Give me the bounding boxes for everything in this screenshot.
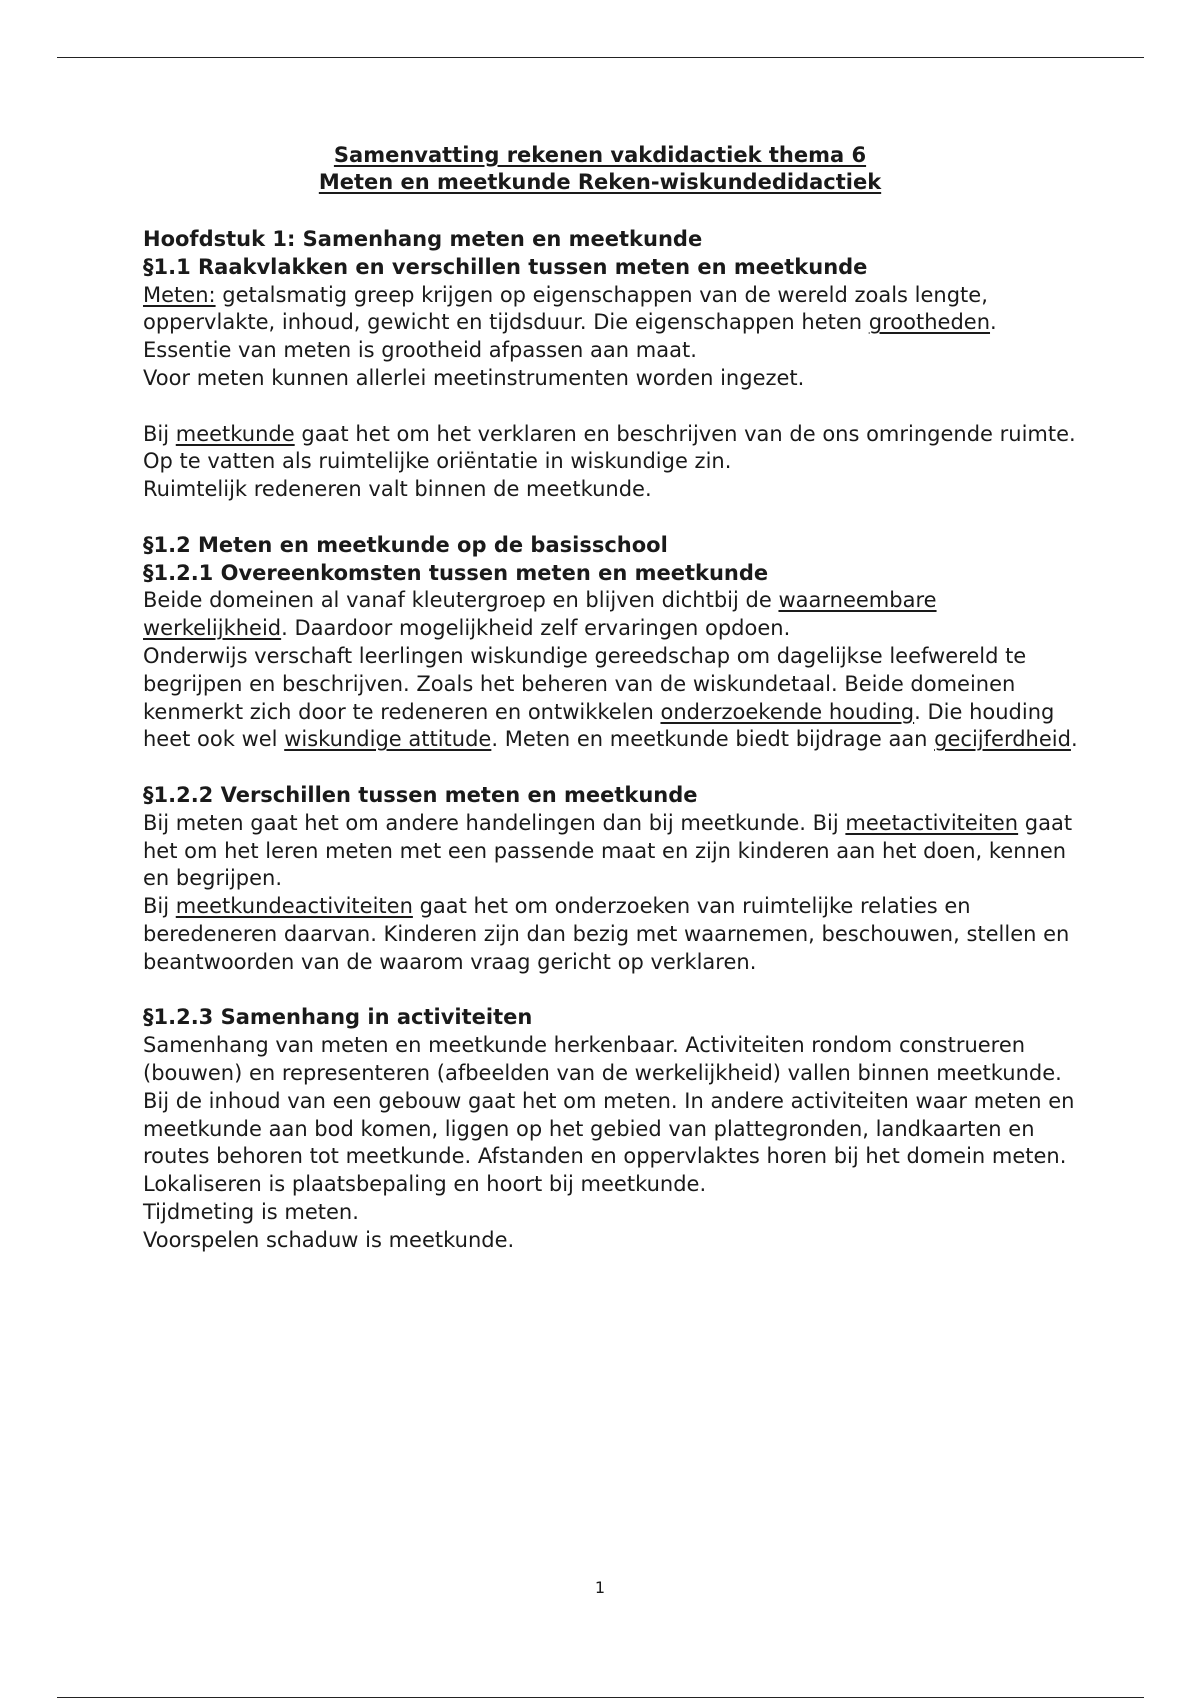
term-waarneembare-werkelijkheid: waarneembare werkelijkheid: [143, 588, 937, 641]
spacer: [143, 504, 1083, 532]
footer-rule: [57, 1697, 1144, 1698]
paragraph-verschillen-1: [143, 810, 1083, 893]
paragraph-line: Essentie van meten is grootheid afpassen aan maat.: [143, 338, 697, 363]
term-gecijferdheid: gecijferdheid: [934, 727, 1071, 752]
text: . Die houding heet ook wel: [143, 699, 1055, 752]
spacer: [143, 754, 1083, 782]
paragraph-line: Voorspelen schaduw is meetkunde.: [143, 1227, 515, 1252]
term-meten: Meten:: [143, 282, 216, 307]
paragraph-verschillen-2: [143, 893, 1083, 976]
text: Beide domeinen al vanaf kleutergroep en blijven dichtbij de: [143, 588, 779, 613]
title-line-1: Samenvatting rekenen vakdidactiek thema 6: [333, 143, 867, 167]
paragraph-meten-definition: [143, 282, 1083, 338]
page-number: 1: [594, 1578, 606, 1597]
text: . Meten en meetkunde biedt bijdrage aan: [491, 727, 935, 752]
spacer: [143, 977, 1083, 1005]
term-onderzoekende-houding: onderzoekende houding: [660, 699, 915, 724]
text: gaat het om onderzoeken van ruimtelijke relaties en beredeneren daarvan. Kinderen zijn dan bezig met waarnemen, beschouwen, stellen en beantwoorden van de waarom vraag gericht op verklaren.: [143, 894, 1070, 974]
paragraph-line: Voor meten kunnen allerlei meetinstrumenten worden ingezet.: [143, 365, 805, 390]
paragraph-line: Ruimtelijk redeneren valt binnen de meetkunde.: [143, 477, 652, 502]
paragraph-line: Tijdmeting is meten.: [143, 1199, 359, 1224]
paragraph-overeenkomsten-2: [143, 643, 1083, 754]
text: Bij: [143, 421, 176, 446]
section-heading-1-1: §1.1 Raakvlakken en verschillen tussen meten en meetkunde: [143, 254, 868, 279]
text: .: [1070, 727, 1078, 752]
document-title: [0, 142, 1200, 196]
section-heading-1-2-3: §1.2.3 Samenhang in activiteiten: [143, 1005, 533, 1030]
section-heading-1-2: §1.2 Meten en meetkunde op de basisschool: [143, 532, 668, 557]
paragraph-samenhang: Samenhang van meten en meetkunde herkenbaar. Activiteiten rondom construeren (bouwen) en representeren (afbeelden van de werkelijkheid) vallen binnen meetkunde. Bij de inhoud van een gebouw gaat het om meten. In andere activiteiten waar meten en meetkunde aan bod komen, liggen op het gebied van plattegronden, landkaarten en routes behoren tot meetkunde. Afstanden en oppervlaktes horen bij het domein meten.: [143, 1033, 1075, 1169]
term-meetactiviteiten: meetactiviteiten: [845, 810, 1019, 835]
text: Bij: [143, 894, 176, 919]
title-line-2: Meten en meetkunde Reken-wiskundedidactiek: [318, 170, 882, 194]
text: getalsmatig greep krijgen op eigenschappen van de wereld zoals lengte, oppervlakte, inhoud, gewicht en tijdsduur. Die eigenschappen heten: [143, 282, 988, 335]
term-grootheden: grootheden: [868, 310, 991, 335]
text: .: [990, 310, 997, 335]
paragraph-line: Lokaliseren is plaatsbepaling en hoort bij meetkunde.: [143, 1172, 707, 1197]
document-body: [143, 226, 1083, 1254]
text: . Daardoor mogelijkheid zelf ervaringen opdoen.: [281, 616, 791, 641]
chapter-heading: Hoofdstuk 1: Samenhang meten en meetkunde: [143, 227, 703, 251]
section-heading-1-2-2: §1.2.2 Verschillen tussen meten en meetkunde: [143, 782, 698, 807]
spacer: [143, 393, 1083, 421]
section-heading-1-2-1: §1.2.1 Overeenkomsten tussen meten en meetkunde: [143, 560, 769, 585]
header-rule: [57, 57, 1144, 58]
text: Onderwijs verschaft leerlingen wiskundige gereedschap om dagelijkse leefwereld te begrijpen en beschrijven. Zoals het beheren van de wiskundetaal. Beide domeinen kenmerkt zich door te redeneren en ontwikkelen: [143, 643, 1027, 724]
paragraph-overeenkomsten-1: [143, 587, 1083, 643]
paragraph-meetkunde-definition: [143, 421, 1083, 477]
term-meetkundeactiviteiten: meetkundeactiviteiten: [175, 894, 413, 919]
term-meetkunde: meetkunde: [175, 421, 295, 446]
text: gaat het om het leren meten met een passende maat en zijn kinderen aan het doen, kennen en begrijpen.: [143, 810, 1073, 891]
text: gaat het om het verklaren en beschrijven van de ons omringende ruimte. Op te vatten als ruimtelijke oriëntatie in wiskundige zin.: [143, 421, 1076, 474]
term-wiskundige-attitude: wiskundige attitude: [284, 727, 492, 752]
text: Bij meten gaat het om andere handelingen dan bij meetkunde. Bij: [143, 810, 846, 835]
